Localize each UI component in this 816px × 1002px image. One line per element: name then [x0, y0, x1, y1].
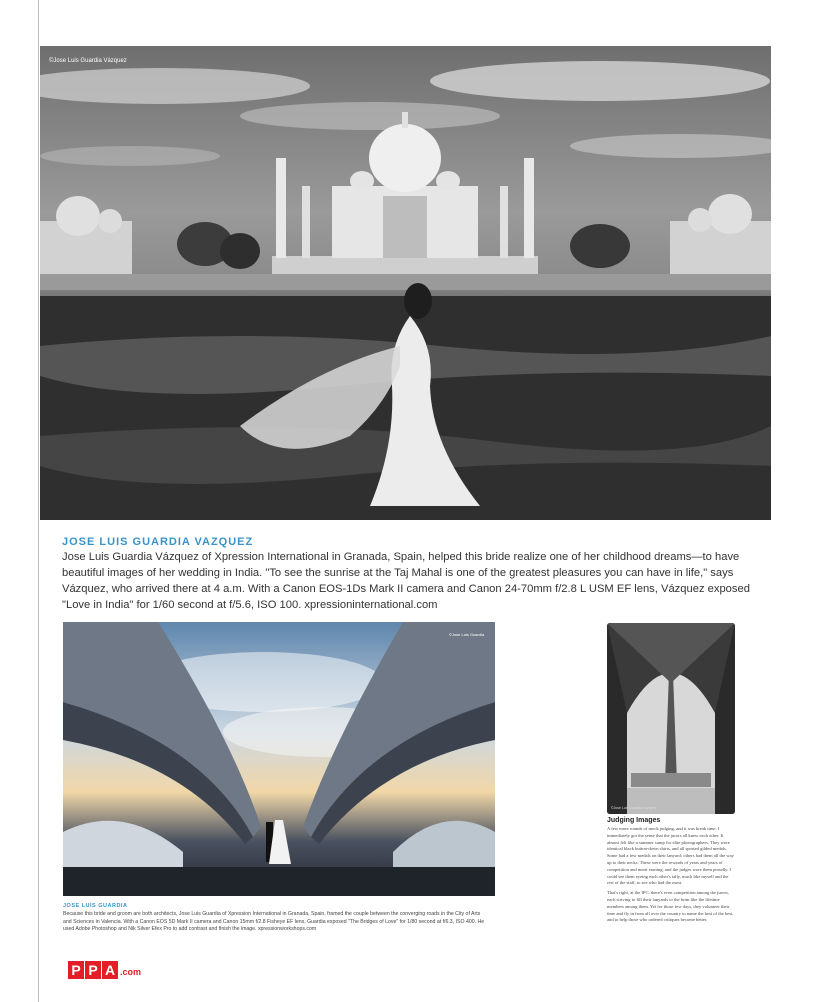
bridges-of-love-photo	[63, 622, 495, 896]
taj-mahal-scene	[40, 46, 771, 520]
bridge-scene	[63, 622, 495, 896]
page-spine-line	[38, 0, 39, 1002]
photo-credit: ©Jose Luis Guardia	[449, 632, 485, 637]
taj-mahal-bride-photo	[40, 46, 771, 520]
logo-letter: P	[68, 961, 84, 979]
bridge-caption-body: Because this bride and groom are both architects, Jose Luis Guardia of Xpression International in Granada, Spain, framed the couple between the converging roads in the City of Arts and Sciences in Valencia. With a Canon EOS 5D Mark II camera and Canon 15mm f/2.8 Fisheye EF lens, Guardia exposed "The Bridges of Love" for 1/80 second at f/6.3, ISO 400. He used Adobe Photoshop and Nik Silver Efex Pro to add contrast and finish the image. xpressionworkshops.com	[63, 911, 485, 932]
sidebar-heading: Judging Images	[607, 817, 661, 824]
logo-suffix: .com	[120, 967, 142, 977]
arch-tower-scene	[607, 623, 735, 814]
caption-body: Jose Luis Guardia Vázquez of Xpression International in Granada, Spain, helped this bride realize one of her childhood dreams—to have beautiful images of her wedding in India. "To see the sunrise at the Taj Mahal is one of the greatest pleasures you can have in life," says Vázquez, who arrived there at 4 a.m. With a Canon EOS-1Ds Mark II camera and Canon 24-70mm f/2.8 L USM EF lens, Vázquez exposed "Love in India" for 1/60 second at f/5.6, ISO 100. xpressioninternational.com	[62, 551, 750, 611]
sidebar-text	[607, 826, 735, 927]
sidebar-paragraph: That's right, at the IPC, there's even competition among the jurors, each striving to fill their lanyards to the brim like the lifetime members among them. Yet for those few days, they volunteer their time and fly in from all over the country to name the best of the best, and to help those who ordered critiques become better.	[607, 890, 734, 923]
caption-title: JOSE LUIS GUARDIA VAZQUEZ	[62, 536, 254, 548]
sidebar-paragraph: A few more rounds of mock judging, and it was break time. I immediately got the sense that the jurors all knew each other. It almost felt like a summer camp for elite photographers. They wore identical black button-down shirts, and all sported gilded medals. Some had a few medals on their lanyard; others had them all the way up to their necks. These were the rewards of years and years of competition and merit earning, and the judges wore them proudly. I could see them eyeing each other's tally, much like myself and the rest of the staff, to see who had the most.	[607, 826, 734, 886]
logo-letter: P	[85, 961, 101, 979]
photo-credit: ©Jose Luis Guardia Vázquez	[49, 58, 127, 64]
ppa-logo[interactable]	[68, 961, 141, 981]
photo-credit: ©Jose Luis Guardia Vázquez	[611, 806, 657, 810]
bridge-caption-title: JOSE LUIS GUARDIA	[63, 903, 128, 909]
burj-khalifa-photo	[607, 623, 735, 814]
logo-letter: A	[102, 961, 118, 979]
